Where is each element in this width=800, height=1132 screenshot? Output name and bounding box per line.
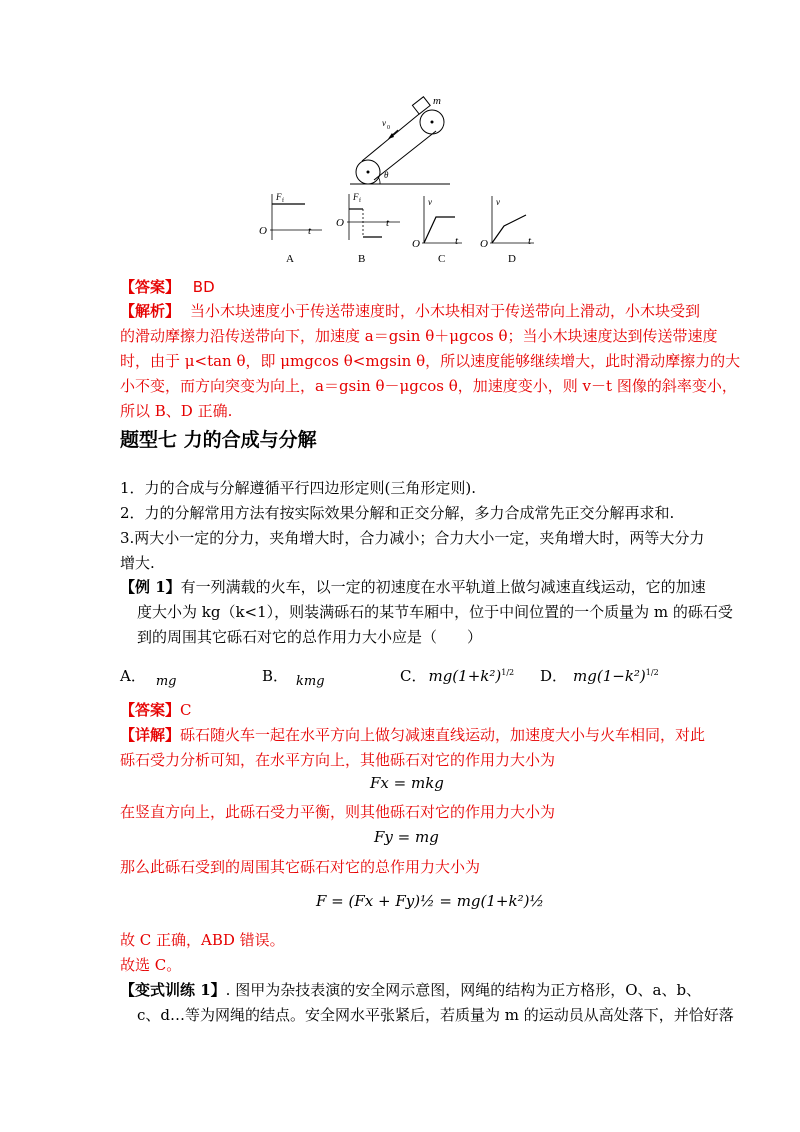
example-line-3: 到的周围其它砾石对它的总作用力大小应是（ ） [137,628,483,646]
rule-3b: 增大. [120,554,155,572]
detail-line-4: 那么此砾石受到的周围其它砾石对它的总作用力大小为 [120,858,481,876]
analysis-line-4: 小不变，而方向突变为向上，a＝gsin θ－μgcos θ，加速度变小，则 v－t 图像的斜率变小， [120,377,737,395]
label-theta: θ [384,170,389,180]
graph-a [259,192,322,265]
detail-line-5: 故 C 正确，ABD 错误。 [120,931,285,949]
answer-1: 【答案】 BD [120,278,215,296]
svg-text:O: O [412,238,420,250]
label-v0-sub: 0 [387,125,390,131]
conveyor-figure [250,92,550,272]
detail-line-2: 砾石受力分析可知，在水平方向上，其他砾石对它的作用力大小为 [120,751,556,769]
equation-total: F = (Fx + Fy)½ = mg(1+k²)½ [316,892,544,910]
svg-text:D: D [508,253,516,265]
graph-b [336,192,400,265]
graph-d [480,196,534,265]
graph-c [412,196,462,265]
analysis-line-1: 【解析】 当小木块速度小于传送带速度时，小木块相对于传送带向上滑动，小木块受到 [120,302,701,320]
analysis-line-2: 的滑动摩擦力沿传送带向下，加速度 a＝gsin θ＋μgcos θ；当小木块速度达到传送带速度 [120,327,718,345]
svg-text:A: A [286,253,294,265]
choice-b[interactable]: B． kmg [262,667,325,689]
choice-c[interactable]: C． $mg(1+k^2)^{1/2}$ [400,667,515,685]
svg-text:f: f [282,198,284,204]
answer-2: 【答案】C [120,701,192,719]
detail-line-1: 【详解】砾石随火车一起在水平方向上做匀减速直线运动，加速度大小与火车相同，对此 [120,726,706,744]
detail-line-6: 故选 C。 [120,956,182,974]
rule-3a: 3.两大小一定的分力，夹角增大时，合力减小；合力大小一定，夹角增大时，两等大分力 [120,529,705,547]
svg-text:O: O [480,238,488,250]
svg-text:F: F [353,192,359,202]
equation-fx: Fx = mkg [370,774,444,792]
analysis-line-3: 时，由于 μ<tan θ，即 μmgcos θ<mgsin θ，所以速度能够继续增大，此时滑动摩擦力的大 [120,352,741,370]
svg-text:B: B [358,253,366,265]
example-line-2: 度大小为 kg（k<1），则装满砾石的某节车厢中，位于中间位置的一个质量为 m 的砾石受 [137,603,733,621]
analysis-line-5: 所以 B、D 正确. [120,402,233,420]
rule-1: 1．力的合成与分解遵循平行四边形定则(三角形定则). [120,479,477,497]
example-line-1: 【例 1】有一列满载的火车，以一定的初速度在水平轨道上做匀减速直线运动，它的加速 [120,578,706,596]
svg-text:v: v [496,197,500,207]
svg-text:O: O [259,225,267,237]
svg-text:t: t [528,235,532,247]
svg-text:O: O [336,217,344,229]
svg-text:t: t [308,225,312,237]
svg-text:v: v [428,197,432,207]
svg-text:t: t [455,235,459,247]
variant-line-2: c、d…等为网绳的结点。安全网水平张紧后，若质量为 m 的运动员从高处落下，并恰好落 [137,1006,734,1024]
svg-text:t: t [386,217,390,229]
svg-text:f: f [359,198,361,204]
rule-2: 2．力的分解常用方法有按实际效果分解和正交分解，多力合成常先正交分解再求和. [120,504,675,522]
section-title: 题型七 力的合成与分解 [120,429,317,451]
label-v0: v [382,118,386,128]
choice-d[interactable]: D． $mg(1-k^2)^{1/2}$ [540,667,659,685]
svg-text:F: F [276,192,282,202]
detail-line-3: 在竖直方向上，此砾石受力平衡，则其他砾石对它的作用力大小为 [120,803,556,821]
variant-line-1: 【变式训练 1】. 图甲为杂技表演的安全网示意图，网绳的结构为正方格形，O、a、b、 [120,981,702,999]
svg-text:C: C [438,253,446,265]
label-m: m [433,95,441,107]
choice-a[interactable]: A． mg [120,667,177,689]
equation-fy: Fy = mg [374,828,439,846]
